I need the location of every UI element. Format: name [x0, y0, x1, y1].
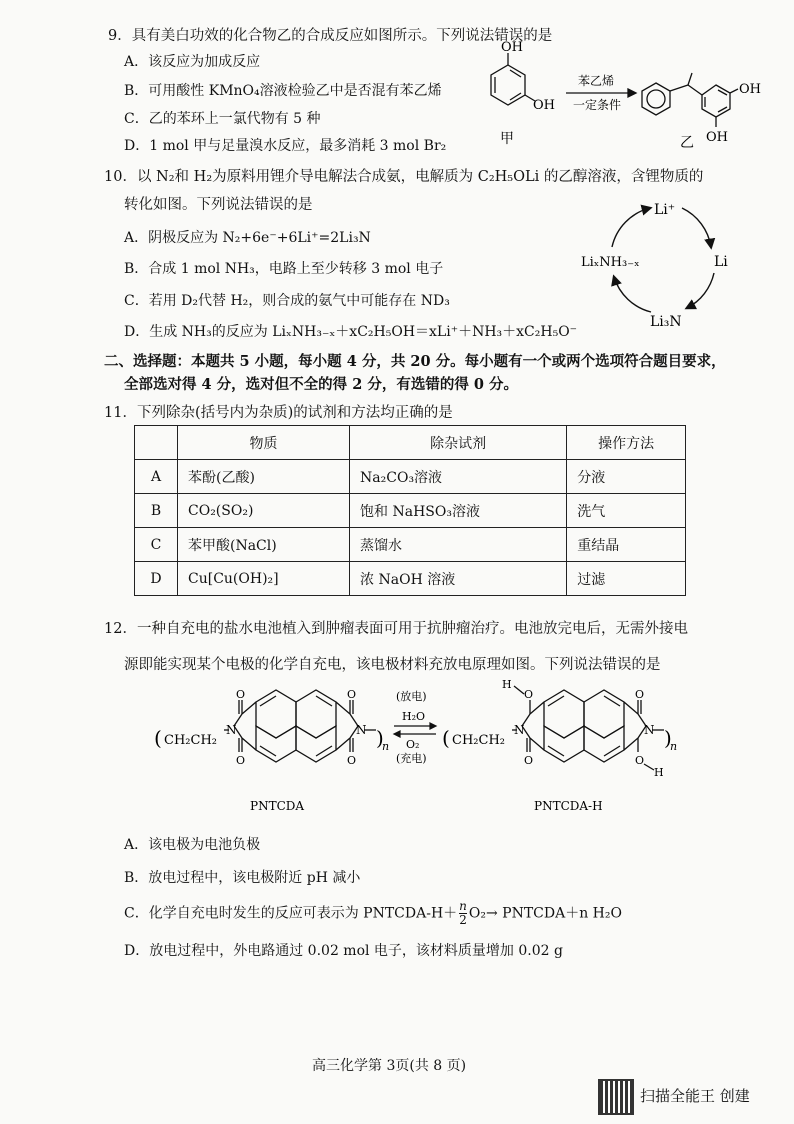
left-chain: CH₂CH₂ [164, 733, 217, 748]
table-cell: 重结晶 [567, 528, 686, 562]
table-cell: 苯甲酸(NaCl) [178, 528, 350, 562]
q10-option-b: B．合成 1 mol NH₃，电路上至少转移 3 mol 电子 [124, 261, 444, 277]
reaction-arrow [566, 89, 636, 97]
h2o-label: H₂O [402, 710, 426, 723]
pntcda-h-o: O [635, 754, 645, 767]
pntcda-h-o: O [524, 754, 534, 767]
left-close-bracket: ) [376, 726, 384, 750]
q12-option-d: D．放电过程中，外电路通过 0.02 mol 电子，该材料质量增加 0.02 g [124, 943, 563, 959]
reactant-label: 甲 [500, 131, 514, 147]
table-row [135, 494, 686, 528]
pntcda-n-right: N [356, 723, 367, 737]
q12-option-b: B．放电过程中，该电极附近 pH 减小 [124, 870, 361, 886]
table-cell: C [135, 528, 178, 562]
q12-redox-scheme [150, 680, 710, 820]
q12-option-c-fraction [459, 900, 467, 927]
table-cell: 苯酚(乙酸) [178, 460, 350, 494]
reagent-bottom: 一定条件 [573, 98, 622, 112]
table-header-row [135, 426, 686, 460]
q9-option-c: C．乙的苯环上一氯代物有 5 种 [124, 111, 321, 127]
table-cell: A [135, 460, 178, 494]
q12-stem-line2: 源即能实现某个电极的化学自充电，该电极材料充放电原理如图。下列说法错误的是 [124, 657, 661, 673]
reactant-structure [491, 53, 535, 105]
pntcda-label: PNTCDA [250, 799, 305, 813]
q10-option-c: C．若用 D₂代替 H₂，则合成的氨气中可能存在 ND₃ [124, 293, 450, 309]
q10-stem-line2: 转化如图。下列说法错误的是 [124, 197, 313, 213]
q9-option-b: B．可用酸性 KMnO₄溶液检验乙中是否混有苯乙烯 [124, 83, 442, 99]
table-cell: 过滤 [567, 562, 686, 596]
reagent-top: 苯乙烯 [578, 74, 615, 88]
pntcda-o: O [236, 688, 246, 701]
q10-stem-line1: 10．以 N₂和 H₂为原料用锂介导电解法合成氨，电解质为 C₂H₅OLi 的乙醇溶液，含锂物质的 [104, 169, 704, 185]
table-cell: 分液 [567, 460, 686, 494]
right-close-bracket: ) [664, 726, 672, 750]
right-open-bracket: ( [442, 726, 450, 750]
cycle-left: LiₓNH₃₋ₓ [581, 255, 640, 270]
table-cell: Cu[Cu(OH)₂] [178, 562, 350, 596]
header-cell: 除杂试剂 [350, 426, 567, 460]
product-oh-right: OH [739, 82, 761, 97]
pntcda-h-label: PNTCDA-H [534, 799, 603, 813]
table-row [135, 460, 686, 494]
cycle-top: Li⁺ [654, 202, 676, 218]
fraction-numerator: n [459, 899, 467, 913]
table-cell: 浓 NaOH 溶液 [350, 562, 567, 596]
q9-stem: 9．具有美白功效的化合物乙的合成反应如图所示。下列说法错误的是 [108, 28, 553, 44]
cycle-right: Li [714, 254, 728, 270]
table-cell: B [135, 494, 178, 528]
reactant-oh-right: OH [533, 98, 555, 113]
table-cell: 洗气 [567, 494, 686, 528]
pntcda-h-o: O [635, 688, 645, 701]
page-footer: 高三化学第 3页(共 8 页) [312, 1058, 467, 1074]
pntcda-h-structure [502, 678, 664, 779]
o2-label: O₂ [406, 738, 420, 751]
q9-option-a: A．该反应为加成反应 [124, 54, 261, 70]
table-row [135, 528, 686, 562]
q12-stem-line1: 12．一种自充电的盐水电池植入到肿瘤表面可用于抗肿瘤治疗。电池放完电后，无需外接电 [104, 621, 688, 637]
q10-lithium-cycle [578, 195, 748, 335]
q12-option-a: A．该电极为电池负极 [124, 837, 261, 853]
table-cell: 蒸馏水 [350, 528, 567, 562]
left-subscript-n: n [382, 740, 390, 753]
qr-code [598, 1079, 634, 1115]
fraction-denominator: 2 [459, 913, 467, 927]
header-cell: 操作方法 [567, 426, 686, 460]
q12-option-c [124, 900, 622, 927]
pntcda-o: O [347, 688, 357, 701]
pntcda-h-n-right: N [644, 723, 655, 737]
right-subscript-n: n [670, 740, 678, 753]
table-cell: Na₂CO₃溶液 [350, 460, 567, 494]
q9-option-d: D．1 mol 甲与足量溴水反应，最多消耗 3 mol Br₂ [124, 138, 447, 154]
product-oh-bottom: OH [706, 130, 728, 145]
table-cell: CO₂(SO₂) [178, 494, 350, 528]
q11-table [134, 425, 686, 596]
equilibrium-arrows [394, 723, 436, 737]
pntcda-h-h: H [654, 766, 664, 779]
section2-line1: 二、选择题：本题共 5 小题，每小题 4 分，共 20 分。每小题有一个或两个选项符合题目要求， [104, 353, 726, 370]
product-structure [642, 73, 738, 127]
discharge-label: (放电) [396, 690, 427, 703]
q10-option-d: D．生成 NH₃的反应为 LiₓNH₃₋ₓ＋xC₂H₅OH＝xLi⁺＋NH₃＋xC₂H₅O⁻ [124, 324, 578, 340]
q11-stem: 11．下列除杂(括号内为杂质)的试剂和方法均正确的是 [104, 405, 453, 421]
left-open-bracket: ( [154, 726, 162, 750]
q10-option-a: A．阴极反应为 N₂+6e⁻+6Li⁺=2Li₃N [124, 230, 371, 246]
pntcda-h-h: H [502, 678, 512, 691]
right-chain: CH₂CH₂ [452, 733, 505, 748]
pntcda-o: O [236, 754, 246, 767]
cycle-bottom: Li₃N [650, 314, 682, 330]
pntcda-structure [224, 688, 376, 767]
reactant-oh-top: OH [501, 40, 523, 55]
table-cell: 饱和 NaHSO₃溶液 [350, 494, 567, 528]
header-cell: 物质 [178, 426, 350, 460]
q12-option-c-post: O₂→ PNTCDA＋n H₂O [468, 905, 622, 922]
q12-option-c-pre: C．化学自充电时发生的反应可表示为 PNTCDA-H＋ [124, 905, 458, 922]
section2-line2: 全部选对得 4 分，选对但不全的得 2 分，有选错的得 0 分。 [124, 376, 519, 393]
table-cell: D [135, 562, 178, 596]
charge-label: (充电) [396, 752, 427, 765]
pntcda-h-o: O [524, 688, 534, 701]
header-cell [135, 426, 178, 460]
table-row [135, 562, 686, 596]
product-label: 乙 [680, 135, 694, 151]
pntcda-n-left: N [226, 723, 237, 737]
q9-reaction-scheme [480, 35, 780, 160]
pntcda-h-n-left: N [514, 723, 525, 737]
pntcda-o: O [347, 754, 357, 767]
scanner-watermark: 扫描全能王 创建 [640, 1087, 750, 1105]
